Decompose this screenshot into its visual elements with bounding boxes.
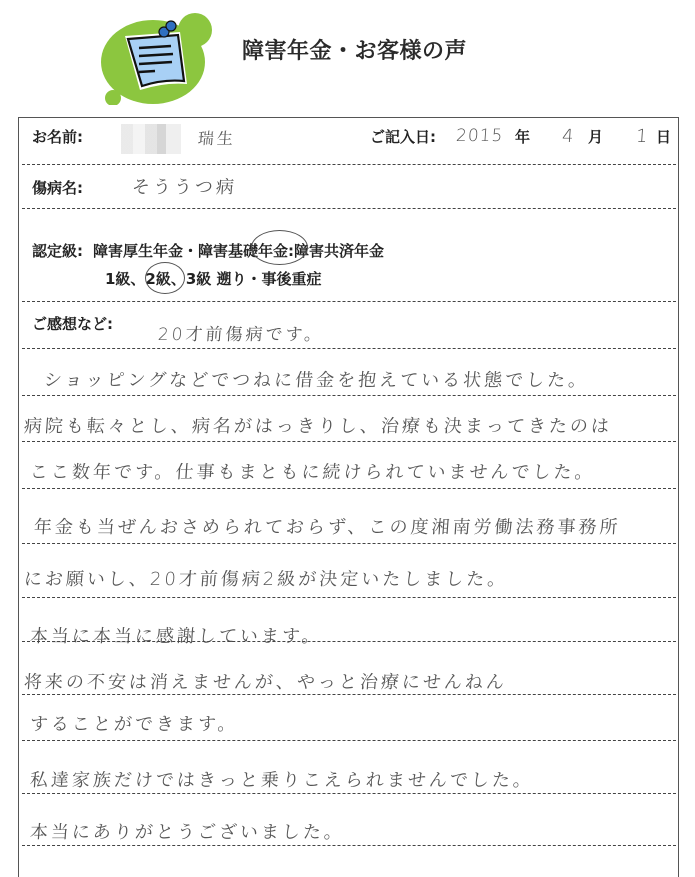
divider [22,740,676,741]
page-title: 障害年金・お客様の声 [242,39,468,64]
comment-line-11: 本当にありがとうございました。 [29,822,346,843]
comment-line-7: 本当に本当に感謝しています。 [29,626,324,647]
comment-line-9: することができます。 [29,714,240,735]
comment-line-6: にお願いし、20才前傷病2級が決定いたしました。 [23,569,509,590]
date-month-unit: 月 [588,128,604,146]
comment-line-3: 病院も転々とし、病名がはっきりし、治療も決まってきたのは [23,416,613,437]
illness-label: 傷病名: [32,179,83,197]
notepad-with-pushpin-icon [95,10,225,105]
divider [22,441,676,442]
name-redacted [121,124,181,154]
comment-line-8: 将来の不安は消えませんが、やっと治療にせんねん [23,672,508,693]
date-year-unit: 年 [515,128,531,146]
name-label: お名前: [32,128,83,146]
page-header [0,0,695,112]
divider [22,597,676,598]
divider [22,301,676,302]
circle-mark-kiso [251,230,308,265]
divider [22,793,676,794]
date-day-unit: 日 [656,128,672,146]
name-value: 瑞生 [197,129,237,148]
date-day: 1 [635,126,652,147]
divider [22,488,676,489]
divider [22,543,676,544]
date-label: ご記入日: [370,128,436,146]
divider [22,694,676,695]
comment-line-1: 20才前傷病です。 [157,325,325,345]
testimonial-form [18,117,679,877]
comment-line-5: 年金も当ぜんおさめられておらず、この度湘南労働法務事務所 [33,517,622,538]
comment-line-10: 私達家族だけではきっと乗りこえられませんでした。 [29,770,535,791]
circle-mark-grade-2 [145,262,185,294]
date-year: 2015 [455,126,504,146]
grade-options: 1級、2級、3級 遡り・事後重症 [105,270,322,288]
pension-types: 障害厚生年金・障害基礎年金:障害共済年金 [93,242,385,260]
divider [22,348,676,349]
illness-value: そううつ病 [131,177,238,198]
divider [22,845,676,846]
comments-label: ご感想など: [32,315,113,333]
divider [22,208,676,209]
certification-label: 認定級: [32,242,83,260]
comment-line-2: ショッピングなどでつねに借金を抱えている状態でした。 [43,370,590,391]
divider [22,641,676,642]
divider [22,395,676,396]
comment-line-4: ここ数年です。仕事もまともに続けられていませんでした。 [29,462,597,483]
date-month: 4 [561,126,578,147]
divider [22,164,676,165]
